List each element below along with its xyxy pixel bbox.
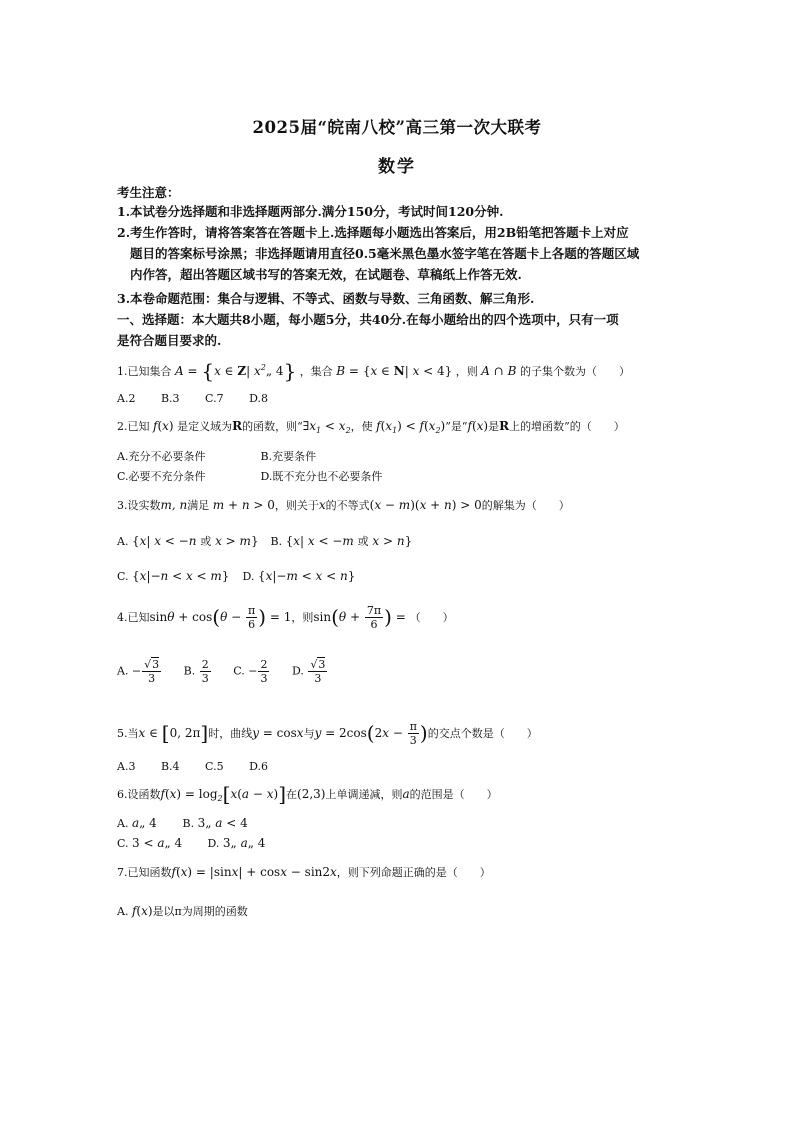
- option-b[interactable]: B. $\frac{2}{3}$: [183, 658, 209, 685]
- question-7: 7.已知函数f(x) = |sinx| + cosx − sin2x，则下列命题正确的是（ ）: [117, 865, 491, 879]
- question-1: 1.已知集合 A = {x ∈ Z| $x^2„$ 4} ，集合 B = {x ∈ N| x < 4} ，则 A ∩ B 的子集个数为（ ）: [117, 359, 630, 383]
- notice-item-2-line-3: 内作答，超出答题区域书写的答案无效，在试题卷、草稿纸上作答无效.: [130, 267, 522, 282]
- question-6-options-row-1: [117, 816, 270, 830]
- notice-heading: 考生注意：: [117, 185, 180, 200]
- question-3-options-row-1: [117, 533, 434, 549]
- question-3-options-row-2: [117, 569, 377, 583]
- option-d[interactable]: D.6: [249, 760, 269, 773]
- question-3: 3.设实数m, n满足 m + n > 0，则关于x的不等式(x − m)(x + n) > 0的解集为（ ）: [117, 498, 570, 512]
- option-c[interactable]: C.5: [205, 760, 224, 773]
- option-b[interactable]: B. 3„ a < 4: [182, 816, 248, 830]
- question-2-options-row-1: [117, 448, 338, 464]
- notice-item-2-line-2: 题目的答案标号涂黑；非选择题请用直径0.5毫米黑色墨水签字笔在答题卡上各题的答题区域: [130, 246, 640, 261]
- option-a[interactable]: A. {x| x < −n 或 x > m}: [117, 534, 259, 548]
- option-d[interactable]: D. {x|−m < x < n}: [242, 569, 356, 583]
- option-d[interactable]: D.既不充分也不必要条件: [260, 470, 383, 483]
- question-5: 5.当x ∈ [0, 2π]时，曲线y = cosx与y = 2cos(2x − $\frac{\pi}{3}$ )的交点个数是（ ）: [117, 720, 538, 747]
- option-b[interactable]: B.充要条件: [260, 450, 317, 463]
- question-4-options: [117, 658, 350, 685]
- question-4: 4.已知sinθ + cos(θ − $\frac{\pi}{6}$ ) = 1，则sin(θ + $\frac{7\pi}{6}$ ) = （ ）: [117, 604, 454, 631]
- question-2: 2.已知 f(x) 是定义域为R的函数，则“$\exists x_1 < x_2$，使 $f(x_1) < f(x_2)$”是“f(x)是R上的增函数”的（ ）: [117, 419, 625, 435]
- option-a[interactable]: A.2: [117, 392, 136, 405]
- option-a[interactable]: A. a„ 4: [117, 816, 157, 830]
- question-6: 6.设函数$f(x) = \log_2[x(a - x)]$在(2,3)上单调递减，则a的范围是（ ）: [117, 782, 498, 806]
- exam-title: 2025届“皖南八校”高三第一次大联考: [252, 118, 542, 137]
- set-b-expression: B = {x ∈ N| x < 4}: [336, 364, 453, 378]
- notice-item-2-line-1: 2.考生作答时，请将答案答在答题卡上.选择题每小题选出答案后，用2B铅笔把答题卡上对应: [117, 225, 629, 240]
- section-heading-line-1: 一、选择题：本大题共8小题，每小题5分，共40分.在每小题给出的四个选项中，只有一项: [117, 312, 619, 327]
- option-c[interactable]: C. 3 < a„ 4: [117, 836, 183, 850]
- subject-title: 数学: [378, 157, 416, 177]
- section-heading: [117, 309, 692, 351]
- question-5-options: [117, 760, 290, 773]
- question-1-options: [117, 392, 290, 405]
- option-c[interactable]: C. − $\frac{2}{3}$: [233, 658, 268, 685]
- option-d[interactable]: D. 3„ a„ 4: [207, 836, 266, 850]
- notice-item-1: 1.本试卷分选择题和非选择题两部分.满分150分，考试时间120分钟.: [117, 204, 504, 219]
- option-c[interactable]: C.7: [205, 392, 224, 405]
- option-a[interactable]: A.充分不必要条件: [117, 450, 206, 463]
- option-d[interactable]: D. $\frac{√3}{3}$: [291, 658, 326, 685]
- option-c[interactable]: C.必要不充分条件: [117, 470, 206, 483]
- intersection-expression: A ∩ B: [481, 364, 517, 378]
- option-a[interactable]: A. − $\frac{√3}{3}$: [117, 658, 160, 685]
- question-7-option-a-row: [117, 903, 270, 919]
- option-a[interactable]: A. f(x)是以π为周期的函数: [117, 904, 248, 918]
- notice-item-2: [117, 222, 692, 285]
- option-d[interactable]: D.8: [249, 392, 269, 405]
- option-c[interactable]: C. {x|−n < x < m}: [117, 569, 230, 583]
- option-a[interactable]: A.3: [117, 760, 136, 773]
- option-b[interactable]: B.4: [160, 760, 180, 773]
- option-b[interactable]: B.3: [160, 392, 180, 405]
- section-heading-line-2: 是符合题目要求的.: [117, 333, 222, 348]
- set-a-expression: A = {x ∈ Z| $x^2„$ 4}: [175, 359, 297, 383]
- option-b[interactable]: B. {x| x < −m 或 x > n}: [270, 534, 413, 548]
- question-6-options-row-2: [117, 836, 287, 850]
- notice-item-3: 3.本卷命题范围：集合与逻辑、不等式、函数与导数、三角函数、解三角形.: [117, 291, 535, 306]
- question-2-options-row-2: [117, 468, 404, 484]
